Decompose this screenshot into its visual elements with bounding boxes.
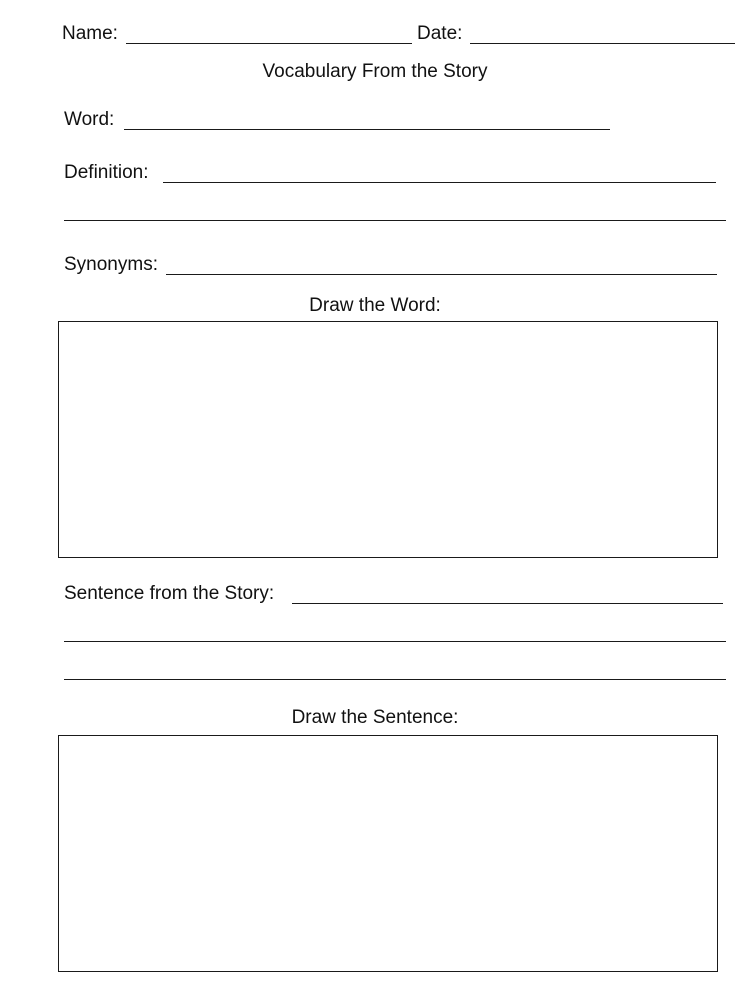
sentence-blank-line-2[interactable] [64,641,726,642]
sentence-blank-line-3[interactable] [64,679,726,680]
name-label: Name: [62,23,118,44]
synonyms-label: Synonyms: [64,254,158,275]
draw-word-box[interactable] [58,321,718,558]
draw-word-heading: Draw the Word: [309,295,441,316]
page-title: Vocabulary From the Story [262,61,488,82]
draw-sentence-heading: Draw the Sentence: [291,707,459,728]
word-label: Word: [64,109,115,130]
synonyms-blank-line[interactable] [166,274,717,275]
sentence-blank-line[interactable] [292,603,723,604]
draw-sentence-box[interactable] [58,735,718,972]
date-blank-line[interactable] [470,43,735,44]
word-blank-line[interactable] [124,129,610,130]
date-label: Date: [417,23,463,44]
definition-label: Definition: [64,162,149,183]
definition-blank-line-2[interactable] [64,220,726,221]
name-blank-line[interactable] [126,43,412,44]
definition-blank-line[interactable] [163,182,716,183]
sentence-label: Sentence from the Story: [64,583,275,604]
